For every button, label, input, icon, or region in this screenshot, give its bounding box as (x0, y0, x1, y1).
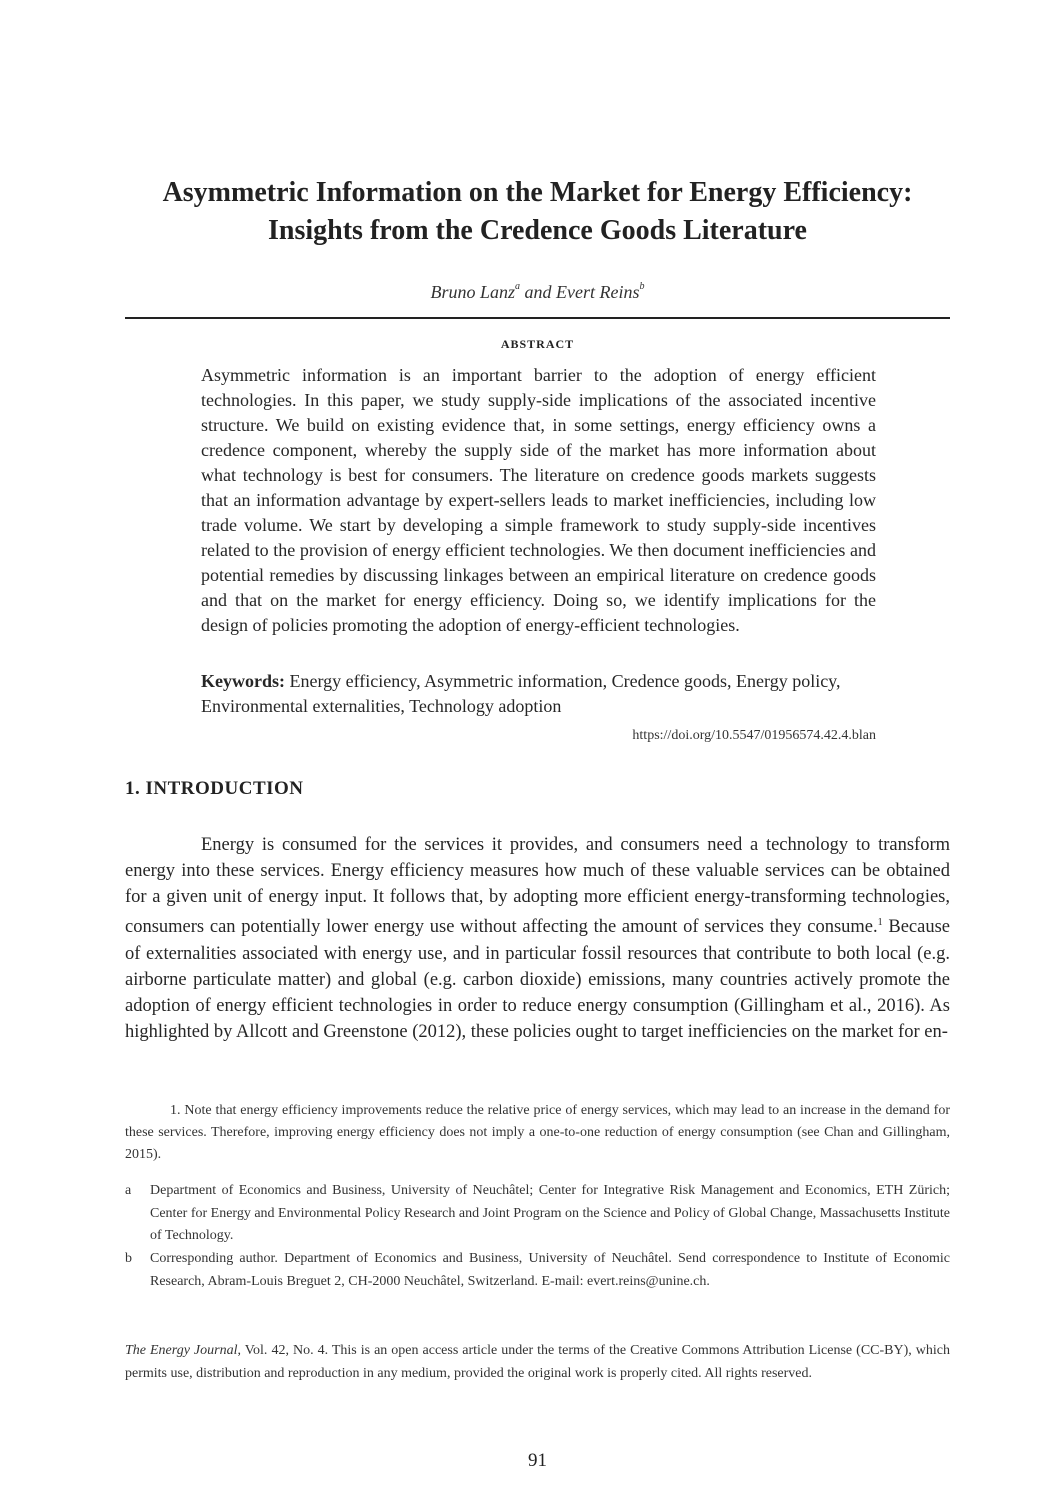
author-conjunction: and (520, 282, 557, 302)
author-2: Evert Reins (556, 282, 640, 302)
footnote-1-text: 1. Note that energy efficiency improvements reduce the relative price of energy services, which may lead to an increase in the demand for these services. Therefore, improving energy efficiency does not imply a one-to-one reduction of energy consumption (see Chan and Gillingham, 2015). (125, 1103, 950, 1162)
affiliation-a (125, 1180, 950, 1248)
section-heading: 1. INTRODUCTION (125, 778, 304, 799)
abstract-body (201, 363, 876, 638)
footnote-reference[interactable]: 1 (877, 917, 883, 929)
journal-license-text: , Vol. 42, No. 4. This is an open access article under the terms of the Creative Commons Attribution License (CC-BY), which permits use, distribution and reproduction in any medium, provided the original work is properly cited. All rights reserved. (125, 1343, 950, 1381)
author-1: Bruno Lanz (430, 282, 516, 302)
keywords-label: Keywords: (201, 671, 285, 691)
journal-name: The Energy Journal (125, 1343, 238, 1358)
affiliation-b-text: Corresponding author. Department of Economics and Business, University of Neuchâtel. Send correspondence to Institute of Economic Research, Abram-Louis Breguet 2, CH-2000 Neuchâtel, Switzerland. E-mail: evert.reins@unine.ch. (150, 1251, 950, 1289)
author-1-affiliation-mark: a (515, 281, 521, 292)
keywords-list: Energy efficiency, Asymmetric information, Credence goods, Energy policy, Environmental externalities, Technology adoption (201, 671, 841, 716)
header-divider (125, 317, 950, 319)
journal-note (125, 1340, 950, 1385)
introduction-paragraph (125, 832, 950, 1045)
doi-link[interactable]: https://doi.org/10.5547/01956574.42.4.blan (632, 728, 876, 743)
title-line-2: Insights from the Credence Goods Literature (268, 215, 807, 246)
abstract-heading: ABSTRACT (500, 337, 575, 351)
paragraph-part-1: Energy is consumed for the services it provides, and consumers need a technology to transform energy into these services. Energy efficiency measures how much of these valuable services can be obtained for a given unit of energy input. It follows that, by adopting more efficient energy-transforming technologies, consumers can potentially lower energy use without affecting the amount of services they consume. (125, 835, 950, 938)
page-number: 91 (528, 1450, 547, 1471)
author-line (0, 282, 1051, 303)
abstract-text: Asymmetric information is an important barrier to the adoption of energy efficient technologies. In this paper, we study supply-side implications of the associated incentive structure. We build on existing evidence that, in some settings, energy efficiency owns a credence component, whereby the supply side of the market has more information about what technology is best for consumers. The literature on credence goods markets suggests that an information advantage by expert-sellers leads to market inefficiencies, including low trade volume. We start by developing a simple framework to study supply-side incentives related to the provision of energy efficient technologies. We then document inefficiencies and potential remedies by discussing linkages between an empirical literature on credence goods and that on the market for energy efficiency. Doing so, we identify implications for the design of policies promoting the adoption of energy-efficient technologies. (201, 365, 876, 635)
keywords (201, 669, 876, 719)
affiliation-a-text: Department of Economics and Business, University of Neuchâtel; Center for Integrative Risk Management and Economics, ETH Zürich; Center for Energy and Environmental Policy Research and Joint Program on the Science and Policy of Global Change, Massachusetts Institute of Technology. (150, 1183, 950, 1243)
title-line-1: Asymmetric Information on the Market for Energy Efficiency: (162, 177, 913, 208)
affiliation-b-mark: b (125, 1251, 132, 1266)
paragraph-part-2: Because of externalities associated with energy use, and in particular fossil resources that contribute to both local (e.g. airborne particulate matter) and global (e.g. carbon dioxide) emissions, many countries actively promote the adoption of energy efficient technologies in order to reduce energy consumption (Gillingham et al., 2016). As highlighted by Allcott and Greenstone (2012), these policies ought to target inefficiencies on the market for en- (125, 917, 951, 1042)
affiliation-a-mark: a (125, 1183, 132, 1198)
footnote-1 (125, 1100, 950, 1166)
paper-title (100, 174, 975, 250)
author-2-affiliation-mark: b (639, 281, 645, 292)
affiliation-b (125, 1248, 950, 1293)
introduction-body (125, 832, 950, 1045)
